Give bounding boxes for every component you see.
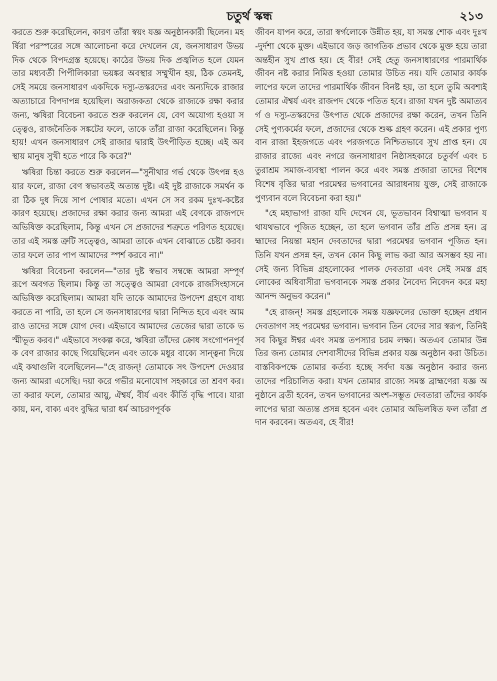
paragraph: ঋষিরা বিবেচনা করলেন—"তার দুষ্ট স্বভাব সম্বন্ধে আমরা সম্পূর্ণরূপে অবগত ছিলাম। কিন্তু তা সত্ত্বেও আমরা বেণকে রাজসিংহাসনে অভিষিক্ত করেছিলাম। আমরা যদি তাকে আমাদের উপদেশ গ্রহণে বাধ্য করতে না পারি, তা হলে সে জনসাধারণের দ্বারা নিন্দিত হবে এবং আমরাও তাদের সঙ্গে যোগ দেব। এইভাবে আমাদের তেজের দ্বারা তাকে ভস্মীভূত করব।" এইভাবে সংকল্প করে, ঋষিরা তাঁদের ক্রোধ সংগোপনপূর্বক বেণ রাজার কাছে গিয়েছিলেন এবং তাকে মধুর বাক্যে সান্ত্বনা দিয়ে এই কথাগুলি বলেছিলেন—"হে রাজন্! তোমাকে সৎ উপদেশ দেওয়ার জন্য আমরা এসেছি। দয়া করে গভীর মনোযোগ সহকারে তা শ্রবণ কর। তা করার ফলে, তোমার আয়ু, ঐশ্বর্য, বীর্য এবং কীর্তি বৃদ্ধি পাবে। যারা কায়, মন, বাক্য এবং বুদ্ধির দ্বারা ধর্ম আচরণপূর্বক: [12, 265, 244, 414]
paragraph: জীবন যাপন করে, তারা স্বর্গলোকে উন্নীত হয়, যা সমস্ত শোক এবং দুঃখ-দুর্দশা থেকে মুক্ত। এইভাবে জড় জাগতিক প্রভাব থেকে মুক্ত হয়ে তারা অন্তহীন সুখ প্রাপ্ত হয়। হে বীর! সেই হেতু জনসাধারণের পারমার্থিক জীবন নষ্ট করার নিমিত্ত হওয়া তোমার উচিত নয়। যদি তোমার কার্যকলাপের ফলে তাদের পারমার্থিক জীবন বিনষ্ট হয়, তা হলে তুমি অবশ্যই তোমার ঐশ্বর্য এবং রাজপদ থেকে পতিত হবে। রাজা যখন দুষ্ট অমাত্যবর্গ ও দস্যু-তস্করদের উৎপাত থেকে প্রজাদের রক্ষা করেন, তখন তিনি সেই পুণ্যকর্মের ফলে, প্রজাদের থেকে শুল্ক গ্রহণ করেন। এই প্রকার পুণ্যবান রাজা ইহজগতে এবং পরজগতে নিশ্চিতভাবে সুখ প্রাপ্ত হন। যে রাজার রাজ্যে এবং নগরে জনসাধারণ নিষ্ঠাসহকারে চতুর্বর্ণ এবং চতুরাশ্রম সমাজ-ব্যবস্থা পালন করে এবং সমস্ত প্রজারা তাদের বিশেষ বিশেষ বৃত্তির দ্বারা পরমেশ্বর ভগবানের আরাধনায় যুক্ত, সেই রাজাকে পুণ্যবান বলে বিবেচনা করা হয়।": [255, 27, 487, 203]
right-column: [255, 26, 487, 676]
page-header: [12, 6, 487, 28]
left-column: [12, 26, 244, 676]
paragraph: করতে শুরু করেছিলেন, কারণ তাঁরা স্বয়ং যজ্ঞ অনুষ্ঠানকারী ছিলেন। মহর্ষিরা পরস্পরের সঙ্গে আলোচনা করে দেখলেন যে, জনসাধারণ উভয় দিক থেকে বিপদগ্রস্ত হয়েছে। কাঠের উভয় দিক প্রজ্বলিত হলে যেমন তার মধ্যবর্তী পিপীলিকারা ভয়ঙ্কর অবস্থার সম্মুখীন হয়, ঠিক তেমনই, সেই সময়ে জনসাধারণ একদিকে দস্যু-তস্করদের এবং অন্যদিকে রাজার অত্যাচারে বিপদাপন্ন হয়েছিল। অরাজকতা থেকে রাজ্যকে রক্ষা করার জন্য, ঋষিরা বিবেচনা করতে শুরু করলেন যে, বেণ অযোগ্য হওয়া সত্ত্বেও, রাজনৈতিক সঙ্কটের ফলে, তাকে তাঁরা রাজা করেছিলেন। কিন্তু হায়! এখন জনসাধারণ সেই রাজার দ্বারাই উৎপীড়িত হচ্ছে। এই অবস্থায় মানুষ সুখী হতে পারে কি করে?": [12, 27, 244, 162]
paragraph: ঋষিরা চিন্তা করতে শুরু করলেন—"সুনীথার গর্ভ থেকে উৎপন্ন হওয়ার ফলে, রাজা বেণ স্বভাবতই অত্যন্ত দুষ্ট। এই দুষ্ট রাজাকে সমর্থন করা ঠিক দুধ দিয়ে সাপ পোষার মতো। এখন সে সব রকম দুঃখ-কষ্টের কারণ হয়েছে। প্রজাদের রক্ষা করার জন্য আমরা এই বেণকে রাজপদে অভিষিক্ত করেছিলাম, কিন্তু এখন সে প্রজাদের শত্রুতে পরিণত হয়েছে। তার এই সমস্ত ত্রুটি সত্ত্বেও, আমরা তাকে এখন বোঝাতে চেষ্টা করব। তার ফলে তার পাপ আমাদের স্পর্শ করবে না।": [12, 166, 244, 260]
page-number: ২১৩: [459, 9, 483, 23]
running-title: চতুর্থ স্কন্ধ: [226, 9, 273, 23]
paragraph: "হে মহাভাগ! রাজা যদি দেখেন যে, ভূতভাবন বিশ্বাত্মা ভগবান যথাযথভাবে পূজিত হচ্ছেন, তা হলে ভগবান তাঁর প্রতি প্রসন্ন হন। ব্রহ্মাদের নিয়ন্তা মহান দেবতাদের দ্বারা পরমেশ্বর ভগবান পূজিত হন। তিনি যখন প্রসন্ন হন, তখন কোন কিছু লাভ করা আর অসম্ভব হয় না। সেই জন্য বিভিন্ন গ্রহলোকের পালক দেবতারা এবং সেই সমস্ত গ্রহলোকের অধিবাসীরা ভগবানকে সমস্ত প্রকার নৈবেদ্য নিবেদন করে মহা আনন্দ অনুভব করেন।": [255, 208, 487, 302]
text-columns: [12, 26, 487, 676]
paragraph: "হে রাজন্! সমস্ত গ্রহলোকে সমস্ত যজ্ঞফলের ভোক্তা হচ্ছেন প্রধান দেবতাগণ সহ পরমেশ্বর ভগবান। ভগবান তিন বেদের সার স্বরূপ, তিনিই সব কিছুর ঈশ্বর এবং সমস্ত তপস্যার চরম লক্ষ্য। অতএব তোমার উন্নতির জন্য তোমার দেশবাসীদের বিভিন্ন প্রকার যজ্ঞ অনুষ্ঠান করা উচিত। বাস্তবিকপক্ষে তোমার কর্তব্য হচ্ছে সর্বদা যজ্ঞ অনুষ্ঠান করার জন্য তাদের পরিচালিত করা। যখন তোমার রাজ্যে সমস্ত ব্রাহ্মণেরা যজ্ঞ অনুষ্ঠানে ব্রতী হবেন, তখন ভগবানের অংশ-সম্ভূত দেবতারা তাঁদের কার্যকলাপের দ্বারা অত্যন্ত প্রসন্ন হবেন এবং তোমার অভিলষিত ফল তাঁরা প্রদান করবেন। অতএব, হে বীর!: [255, 306, 487, 428]
